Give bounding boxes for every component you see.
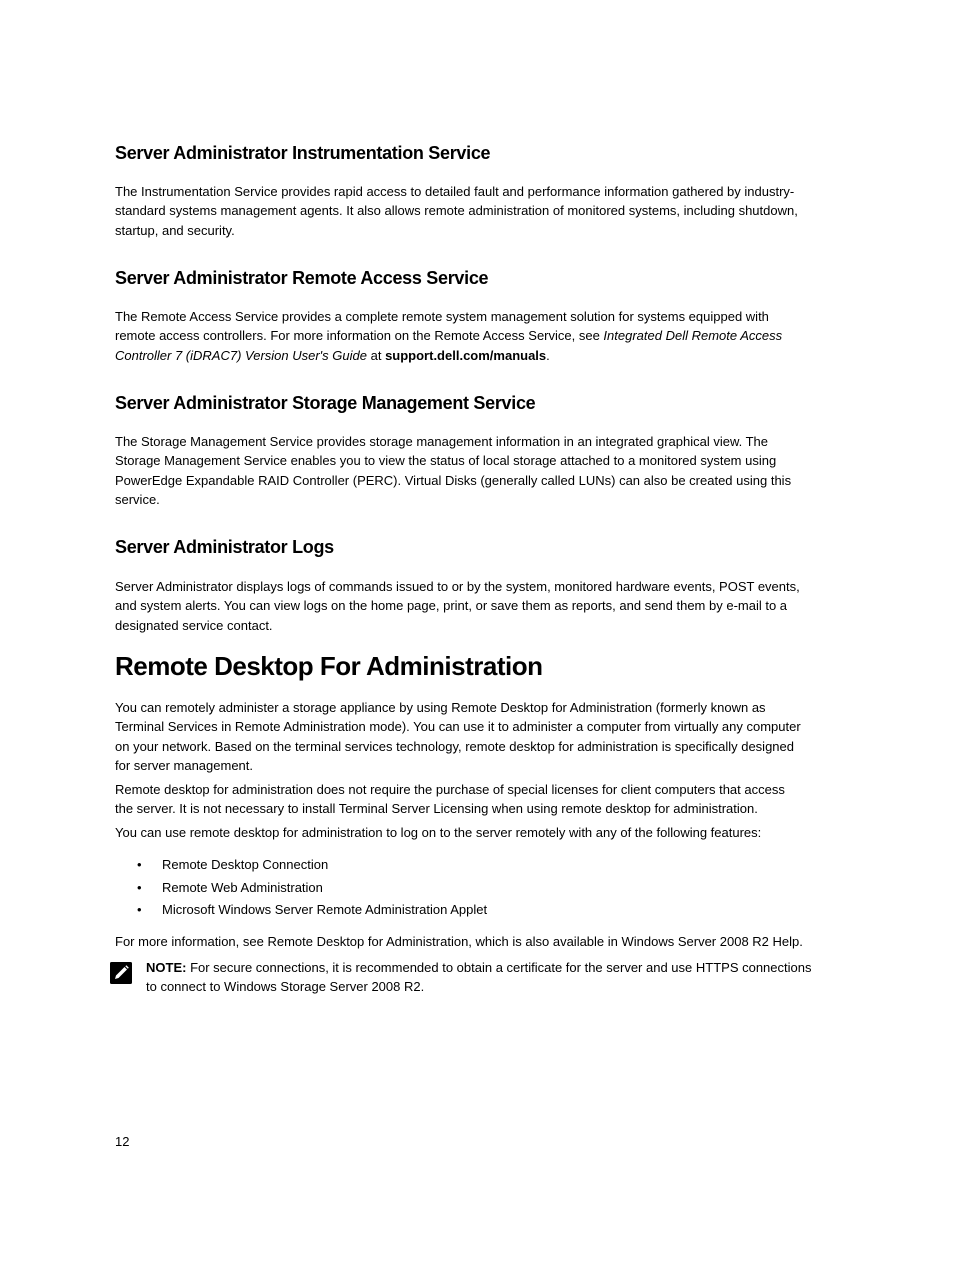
- text-line: The Instrumentation Service provides rapid access to detailed fault and performance information gathered by industry-: [115, 184, 795, 199]
- text-line: Remote desktop for administration does not require the purchase of special licenses for client computers that access: [115, 782, 785, 797]
- section-heading-remote-access: Server Administrator Remote Access Service: [115, 268, 489, 288]
- list-item-text: Microsoft Windows Server Remote Administration Applet: [162, 902, 488, 917]
- text-run: .: [546, 347, 550, 363]
- text-line: PowerEdge Expandable RAID Controller (PERC). Virtual Disks (generally called LUNs) can also be created using this: [115, 472, 792, 488]
- note-callout: [146, 959, 826, 996]
- paragraph-remote-access: [115, 307, 815, 365]
- text-line: You can use remote desktop for administration to log on to the server remotely with any of the following features:: [115, 825, 762, 840]
- guide-title: Integrated Dell Remote Access: [603, 328, 783, 344]
- text-line: designated service contact.: [115, 617, 273, 633]
- bullet-icon: •: [137, 902, 142, 917]
- text-line: The Storage Management Service provides storage management information in an integrated graphical view. The: [115, 434, 769, 449]
- text-line: and system alerts. You can view logs on the home page, print, or save them as reports, and send them by e-mail to a: [115, 598, 788, 614]
- pencil-note-icon: [110, 962, 132, 984]
- page-number: 12: [115, 1134, 130, 1149]
- text-line: for server management.: [115, 758, 254, 774]
- text-line: to connect to Windows Storage Server 2008 R2.: [146, 978, 425, 994]
- paragraph-instrumentation: [115, 182, 815, 240]
- paragraph-features-intro: [115, 823, 815, 842]
- paragraph-more-info: [115, 932, 815, 951]
- paragraph-storage: [115, 432, 815, 510]
- paragraph-logs: [115, 577, 815, 635]
- list-item: [115, 855, 815, 878]
- text-line: Terminal Services in Remote Administration mode). You can use it to administer a computer from virtually any computer: [115, 719, 801, 735]
- bullet-icon: •: [137, 857, 142, 872]
- text-line: startup, and security.: [115, 222, 235, 238]
- text-line: [115, 346, 815, 365]
- text-line: the server. It is not necessary to install Terminal Server Licensing when using remote desktop for administration.: [115, 801, 758, 817]
- text-line: [146, 959, 826, 978]
- text-line: You can remotely administer a storage appliance by using Remote Desktop for Administration (formerly known as: [115, 700, 766, 715]
- features-list: [115, 855, 815, 923]
- text-line: service.: [115, 492, 160, 508]
- paragraph-licensing: [115, 780, 815, 819]
- text-line: on your network. Based on the terminal services technology, remote desktop for administration is specifically designed: [115, 738, 794, 754]
- text-line: Storage Management Service enables you to view the status of local storage attached to a monitored system using: [115, 453, 777, 469]
- text-line: Server Administrator displays logs of commands issued to or by the system, monitored hardware events, POST events,: [115, 579, 800, 594]
- support-link[interactable]: support.dell.com/manuals: [385, 347, 547, 363]
- list-item-text: Remote Web Administration: [162, 879, 323, 895]
- list-item: [115, 900, 815, 923]
- text-run: remote access controllers. For more information on the Remote Access Service, see: [115, 328, 604, 344]
- text-line: The Remote Access Service provides a complete remote system management solution for systems equipped with: [115, 309, 769, 324]
- list-item: [115, 878, 815, 901]
- text-run: at: [366, 347, 386, 363]
- note-text: For secure connections, it is recommended to obtain a certificate for the server and use HTTPS connections: [186, 960, 812, 975]
- text-line: standard systems management agents. It also allows remote administration of monitored systems, including shutdown,: [115, 203, 798, 219]
- section-heading-instrumentation: Server Administrator Instrumentation Service: [115, 143, 491, 163]
- paragraph-remote-desktop-intro: [115, 698, 815, 776]
- note-label: NOTE:: [146, 960, 187, 975]
- list-item-text: Remote Desktop Connection: [162, 857, 329, 872]
- text-line: For more information, see Remote Desktop for Administration, which is also available in Windows Server 2008 R2 Help.: [115, 934, 803, 949]
- section-heading-logs: Server Administrator Logs: [115, 537, 334, 557]
- page-title: Remote Desktop For Administration: [115, 651, 543, 681]
- bullet-icon: •: [137, 879, 142, 895]
- guide-title-continued: Controller 7 (iDRAC7) Version User's Guide: [115, 347, 367, 363]
- section-heading-storage: Server Administrator Storage Management Service: [115, 393, 536, 413]
- text-line: [115, 326, 815, 345]
